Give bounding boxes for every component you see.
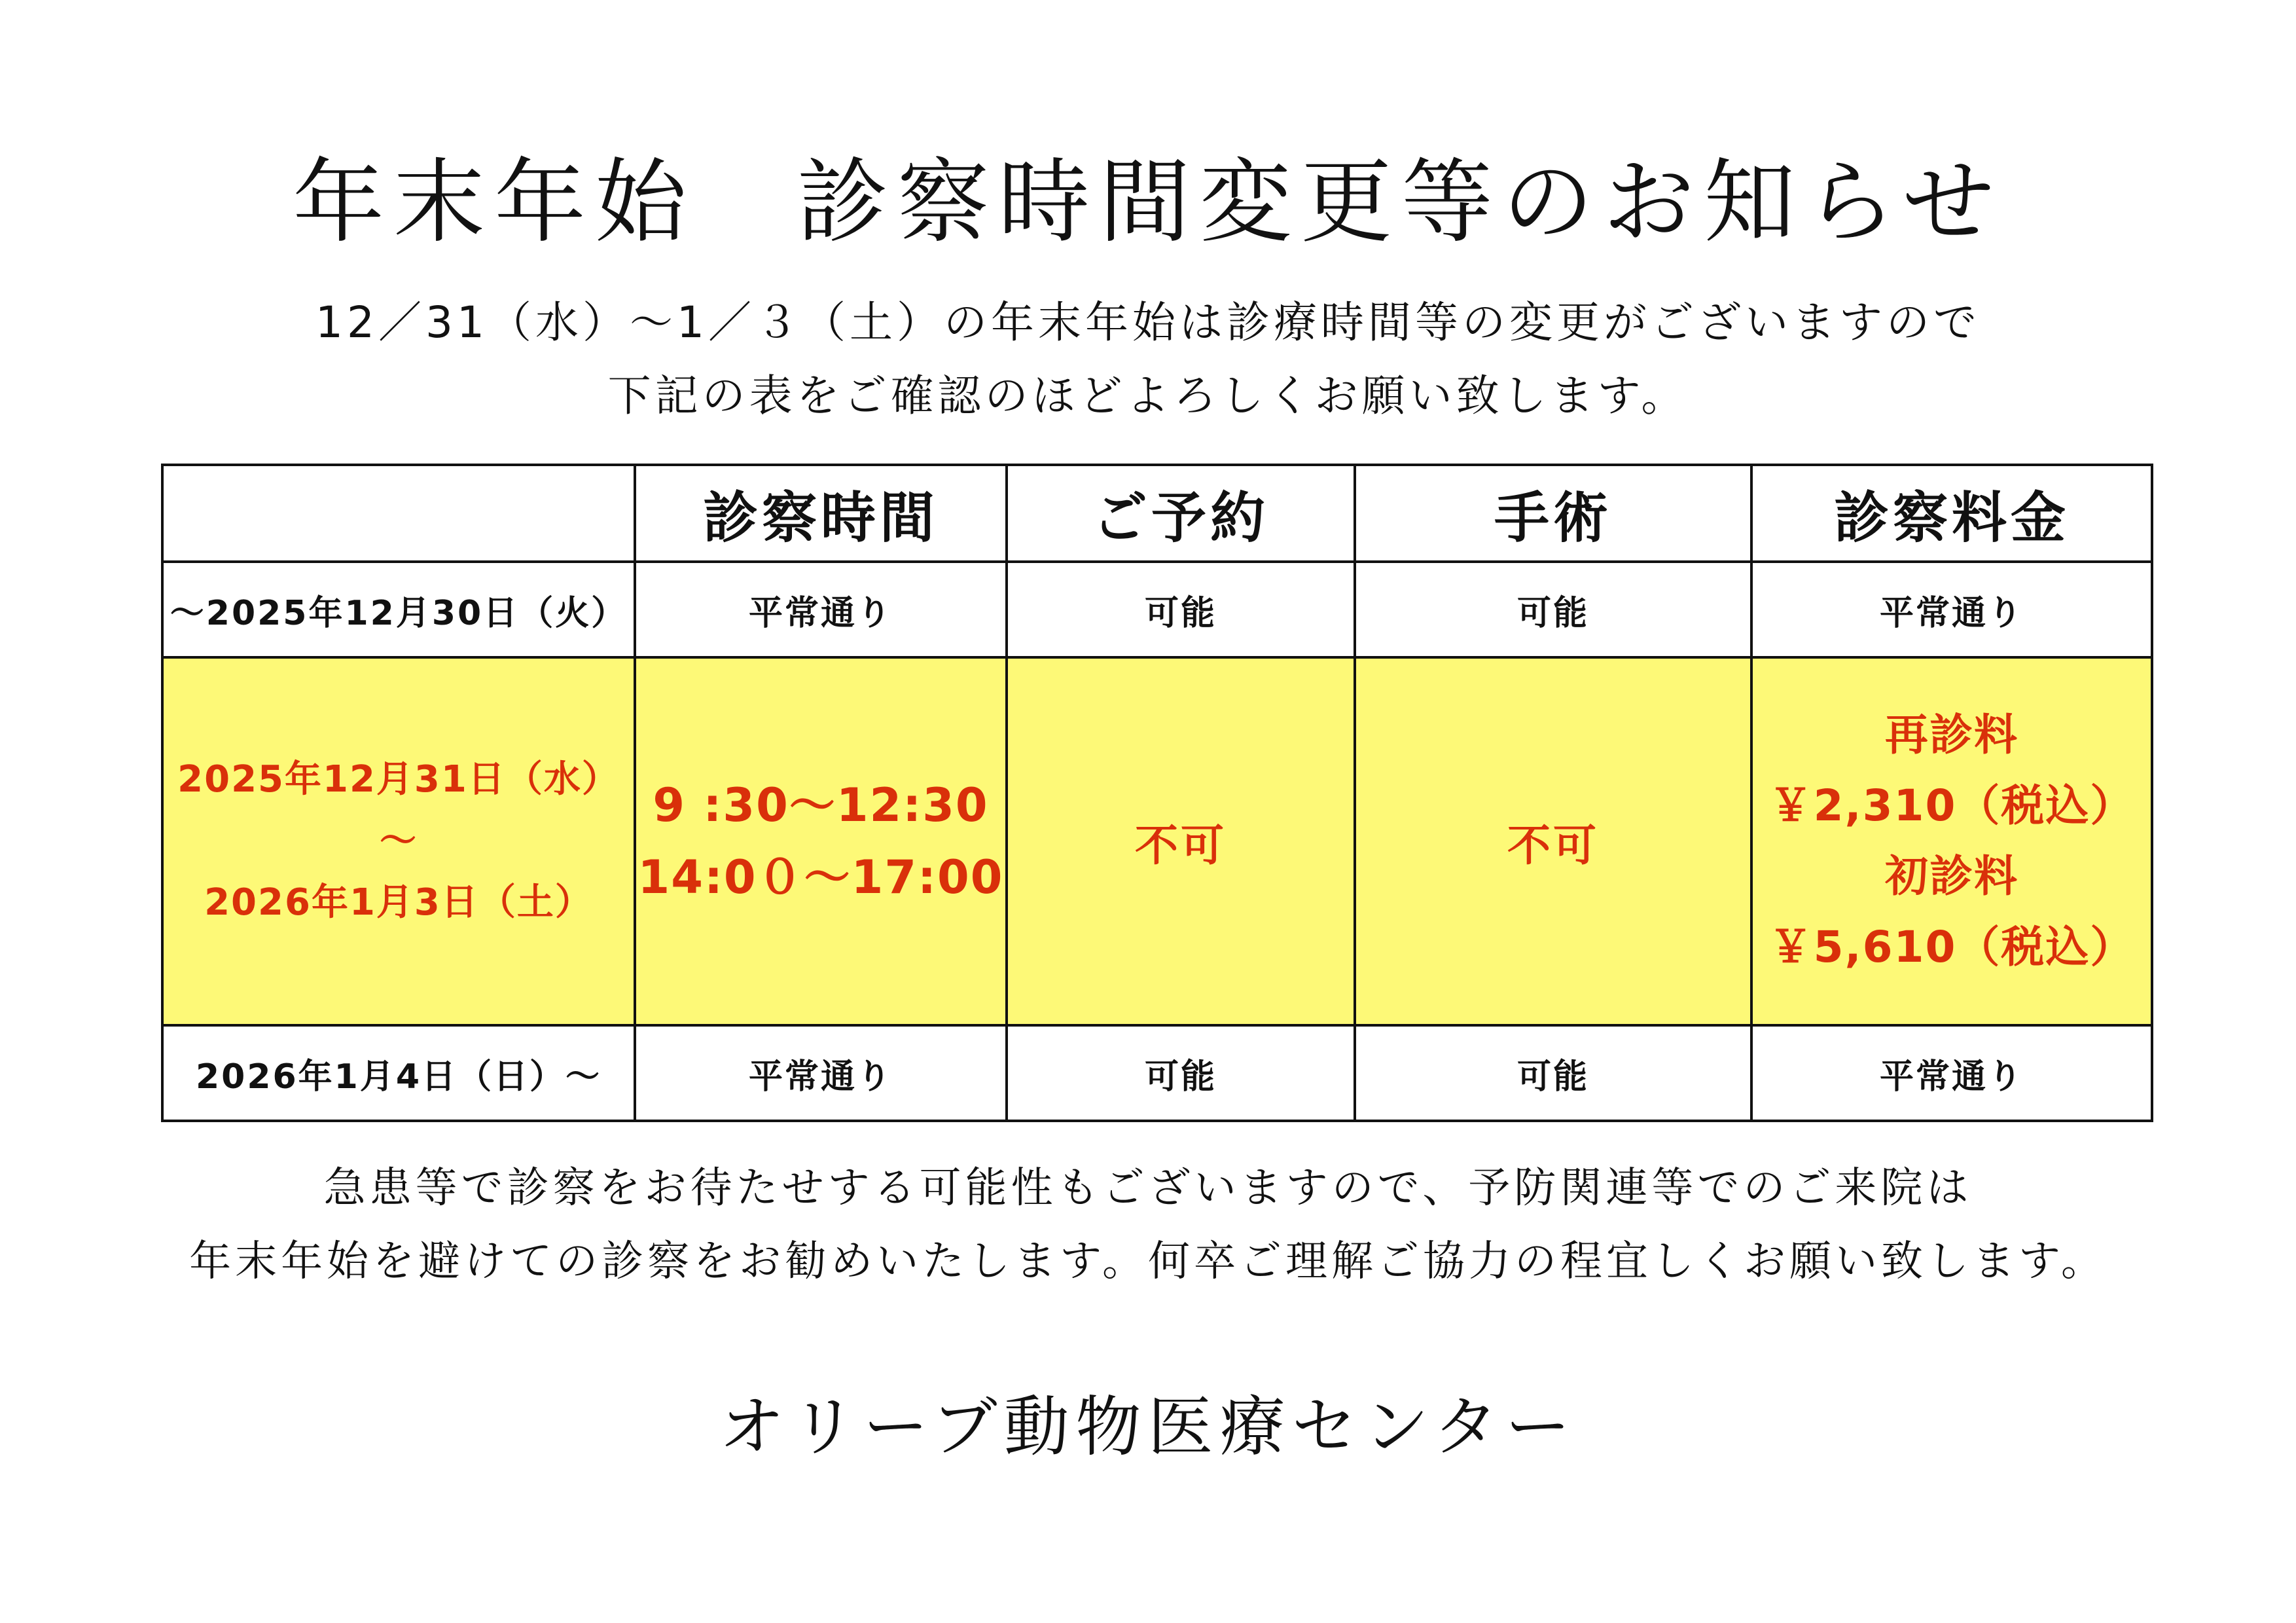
header-surgery: 手術 bbox=[1355, 465, 1751, 562]
note-line-1: 急患等で診察をお待たせする可能性もございますので、予防関連等でのご来院は bbox=[323, 1164, 1973, 1213]
fee-cell: 平常通り bbox=[1751, 1025, 2152, 1121]
intro-line-2: 下記の表をご確認のほどよろしくお願い致します。 bbox=[607, 371, 1689, 421]
surgery-cell: 可能 bbox=[1355, 562, 1751, 657]
table-row-holiday bbox=[162, 657, 2152, 1025]
revisit-fee-label: 再診料 bbox=[1885, 710, 2018, 760]
intro-line-1: 12／31（水）～1／３（土）の年末年始は診療時間等の変更がございますので bbox=[315, 297, 1981, 348]
hours-afternoon: 14:0０～17:00 bbox=[637, 850, 1004, 904]
hours-cell: 平常通り bbox=[635, 562, 1007, 657]
schedule-table bbox=[161, 464, 2153, 1122]
note-line-2: 年末年始を避けての診察をお勧めいたします。何卒ご理解ご協力の程宜しくお願い致します。 bbox=[189, 1237, 2107, 1286]
revisit-fee-amount: ￥2,310（税込） bbox=[1768, 780, 2135, 831]
hours-cell: 平常通り bbox=[635, 1025, 1007, 1121]
hours-morning: 9 :30～12:30 bbox=[653, 778, 989, 832]
reservation-cell: 不可 bbox=[1007, 657, 1355, 1025]
surgery-cell: 不可 bbox=[1355, 657, 1751, 1025]
first-visit-fee-amount: ￥5,610（税込） bbox=[1768, 922, 2135, 972]
first-visit-fee-label: 初診料 bbox=[1885, 851, 2018, 902]
fee-cell: 平常通り bbox=[1751, 562, 2152, 657]
table-row bbox=[162, 1025, 2152, 1121]
table-row bbox=[162, 562, 2152, 657]
period-cell: 2026年1月4日（日）～ bbox=[162, 1025, 635, 1121]
clinic-name: オリーブ動物医療センター bbox=[719, 1389, 1577, 1465]
header-fee: 診察料金 bbox=[1751, 465, 2152, 562]
period-end: 2026年1月3日（土） bbox=[204, 881, 593, 924]
hours-cell bbox=[635, 657, 1007, 1025]
fee-cell bbox=[1751, 657, 2152, 1025]
period-cell: ～2025年12月30日（火） bbox=[162, 562, 635, 657]
period-tilde: ～ bbox=[380, 820, 418, 862]
reservation-cell: 可能 bbox=[1007, 562, 1355, 657]
reservation-cell: 可能 bbox=[1007, 1025, 1355, 1121]
table-header-row bbox=[162, 465, 2152, 562]
period-cell bbox=[162, 657, 635, 1025]
header-hours: 診察時間 bbox=[635, 465, 1007, 562]
header-reservation: ご予約 bbox=[1007, 465, 1355, 562]
surgery-cell: 可能 bbox=[1355, 1025, 1751, 1121]
page-title: 年末年始 診察時間変更等のお知らせ bbox=[293, 149, 2003, 256]
period-start: 2025年12月31日（水） bbox=[177, 758, 620, 801]
header-blank bbox=[162, 465, 635, 562]
